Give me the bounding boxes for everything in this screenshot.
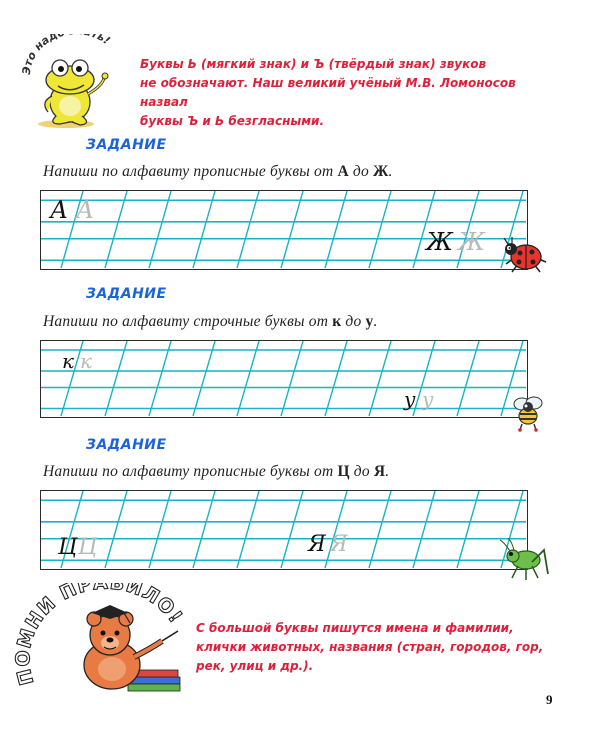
letter-from: Ц xyxy=(337,463,350,480)
bee-illustration xyxy=(508,392,548,432)
guide-slant xyxy=(193,491,215,568)
page-number: 9 xyxy=(546,692,553,707)
info-line: буквы Ъ и Ь безгласными. xyxy=(140,114,325,128)
guide-slant xyxy=(149,341,171,416)
rule-line: клички животных, названия (стран, городов, гор, xyxy=(196,640,544,654)
cricket-illustration xyxy=(500,538,550,582)
writing-area[interactable] xyxy=(40,190,528,270)
guide-lines xyxy=(41,341,526,416)
guide-slant xyxy=(457,341,479,416)
info-line: не обозначают. Наш великий учёный М.В. Ломоносов назвал xyxy=(140,76,516,109)
sample-letter: Ж xyxy=(426,228,453,256)
rule-line: С большой буквы пишутся имена и фамилии, xyxy=(196,621,514,635)
letter-from: А xyxy=(337,163,349,180)
sample-letter: к xyxy=(62,349,74,373)
guide-lines xyxy=(41,491,526,568)
ladybug-illustration xyxy=(500,236,550,276)
letter-to: у xyxy=(365,313,374,330)
guide-slant xyxy=(149,491,171,568)
guide-lines xyxy=(41,191,526,268)
guide-slant xyxy=(281,491,303,568)
rule-line: рек, улиц и др.). xyxy=(196,659,314,673)
sample-letter: Я xyxy=(308,532,326,557)
guide-slant xyxy=(369,341,391,416)
guide-slant xyxy=(105,491,127,568)
guide-slant xyxy=(105,191,127,268)
task-heading: ЗАДАНИЕ xyxy=(86,137,167,153)
trace-letter: к xyxy=(80,349,92,373)
trace-letter: у xyxy=(422,387,434,411)
letter-to: Ж xyxy=(373,163,389,180)
guide-slant xyxy=(281,191,303,268)
guide-slant xyxy=(325,341,347,416)
guide-slant xyxy=(325,191,347,268)
trace-letter: Ц xyxy=(78,535,98,560)
trace-letter: А xyxy=(76,196,95,224)
writing-area[interactable] xyxy=(40,490,528,570)
frog-banner-text: Это над ть! xyxy=(20,34,113,76)
sample-letter: Ц xyxy=(58,535,78,560)
guide-slant xyxy=(237,341,259,416)
info-text xyxy=(140,55,560,131)
letter-to: Я xyxy=(373,463,386,480)
guide-slant xyxy=(413,491,435,568)
rule-illustration xyxy=(14,583,186,695)
guide-slant xyxy=(193,191,215,268)
guide-slant xyxy=(369,191,391,268)
guide-slant xyxy=(369,491,391,568)
task-instruction: Напиши по алфавиту строчные буквы от к до у. xyxy=(43,313,378,330)
guide-slant xyxy=(457,491,479,568)
task-heading: ЗАДАНИЕ xyxy=(86,437,167,453)
rule-text xyxy=(196,619,566,676)
task-instruction: Напиши по алфавиту прописные буквы от Ц до Я. xyxy=(43,463,390,480)
info-line: Буквы Ь (мягкий знак) и Ъ (твёрдый знак) звуков xyxy=(140,57,487,71)
guide-slant xyxy=(237,491,259,568)
task-instruction: Напиши по алфавиту прописные буквы от А до Ж. xyxy=(43,163,393,180)
writing-area[interactable] xyxy=(40,340,528,418)
frog-illustration xyxy=(20,34,130,130)
guide-slant xyxy=(237,191,259,268)
guide-slant xyxy=(193,341,215,416)
trace-letter: Я xyxy=(330,532,348,557)
sample-letter: А xyxy=(50,196,69,224)
guide-slant xyxy=(105,341,127,416)
guide-slant xyxy=(281,341,303,416)
task-heading: ЗАДАНИЕ xyxy=(86,286,167,302)
sample-letter: у xyxy=(404,387,416,411)
letter-from: к xyxy=(332,313,342,330)
trace-letter: Ж xyxy=(458,228,485,256)
guide-slant xyxy=(149,191,171,268)
rule-banner-text: ПОМНИ ПР ВИЛО! xyxy=(14,583,186,688)
